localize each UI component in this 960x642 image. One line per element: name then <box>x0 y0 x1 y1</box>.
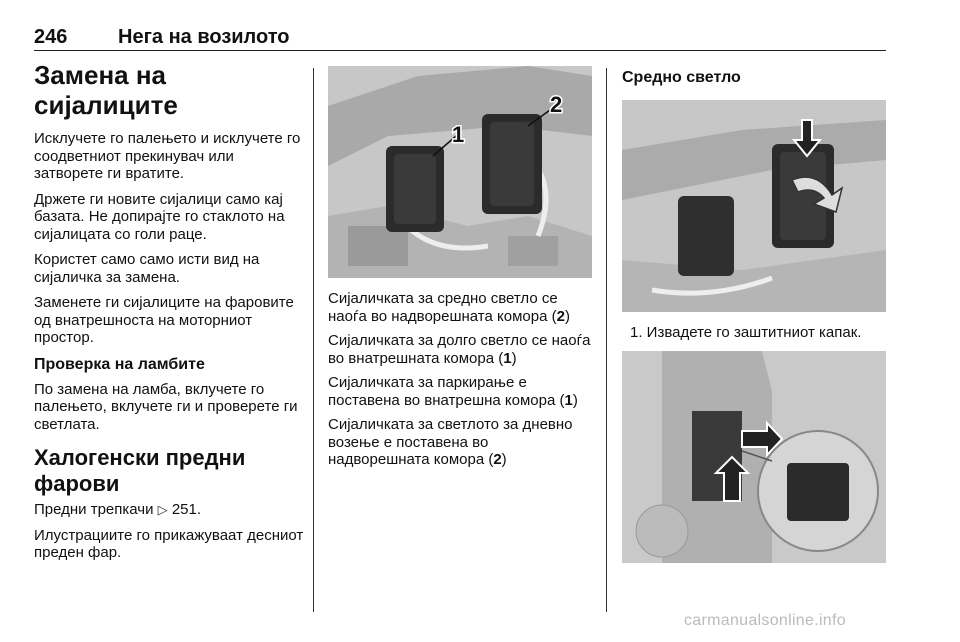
caption-high-beam: Сијаличката за долго светло се наоѓа во внатрешната комора (1) <box>328 332 591 367</box>
xref-page: 251. <box>171 501 202 518</box>
paragraph-ignition: Исклучете го палењето и исклучете го соодветниот прекинувач или затворете ги вратите. <box>34 130 301 182</box>
paragraph-bulb-check: По замена на ламба, вклучете го палењето, вклучете ги и проверете ги светлата. <box>34 380 298 433</box>
low-beam-cover-illustration <box>622 100 886 312</box>
callout-1: 1 <box>452 122 465 147</box>
cross-reference[interactable] <box>34 501 304 519</box>
page-number: 246 <box>34 26 68 48</box>
triangle-right-icon: ▷ <box>157 502 168 517</box>
subheading-low-beam: Средно светло <box>622 69 741 86</box>
step-remove-cover: 1. Извадете го заштитниот капак. <box>630 324 862 341</box>
chapter-title: Нега на возилото <box>118 26 290 48</box>
section-title: Замена на сијалиците <box>34 60 178 120</box>
page-header <box>34 26 886 52</box>
paragraph-hold-bulbs: Држете ги новите сијалици само кај базата. Не допирајте го стаклото на сијалицата со голи раце. <box>34 190 285 243</box>
column-middle <box>328 66 592 476</box>
subheading-bulb-check: Проверка на ламбите <box>34 355 205 373</box>
column-divider-2 <box>606 68 607 612</box>
caption-drl: Сијаличката за светлото за дневно возење е поставена во надворешната комора (2) <box>328 416 573 468</box>
column-divider-1 <box>313 68 314 612</box>
caption-low-beam: Сијаличката за средно светло се наоѓа во надворешната комора (2) <box>328 290 570 325</box>
xref-label: Предни трепкачи <box>34 501 154 518</box>
cover-removal-illustration <box>622 351 886 563</box>
headlamp-rear-drawing <box>328 66 592 278</box>
paragraph-replace-inside: Заменете ги сијалиците на фаровите од внатрешноста на моторниот простор. <box>34 294 294 346</box>
cover-removal-drawing <box>622 351 886 563</box>
paragraph-illustration: Илустрациите го прикажуваат десниот преден фар. <box>34 526 304 561</box>
headlamp-rear-illustration <box>328 66 592 278</box>
paragraph-same-type: Користет само само исти вид на сијаличка за замена. <box>34 251 260 286</box>
caption-parking: Сијаличката за паркирање е поставена во внатрешна комора (1) <box>328 374 578 409</box>
caption-list <box>328 290 592 469</box>
low-beam-cover-drawing <box>622 100 886 312</box>
column-right <box>622 66 886 563</box>
column-left <box>34 60 304 570</box>
subheading-halogen: Халогенски предни фарови <box>34 445 246 496</box>
header-divider <box>34 50 886 51</box>
callout-2: 2 <box>550 92 563 117</box>
watermark: carmanualsonline.info <box>684 612 846 629</box>
